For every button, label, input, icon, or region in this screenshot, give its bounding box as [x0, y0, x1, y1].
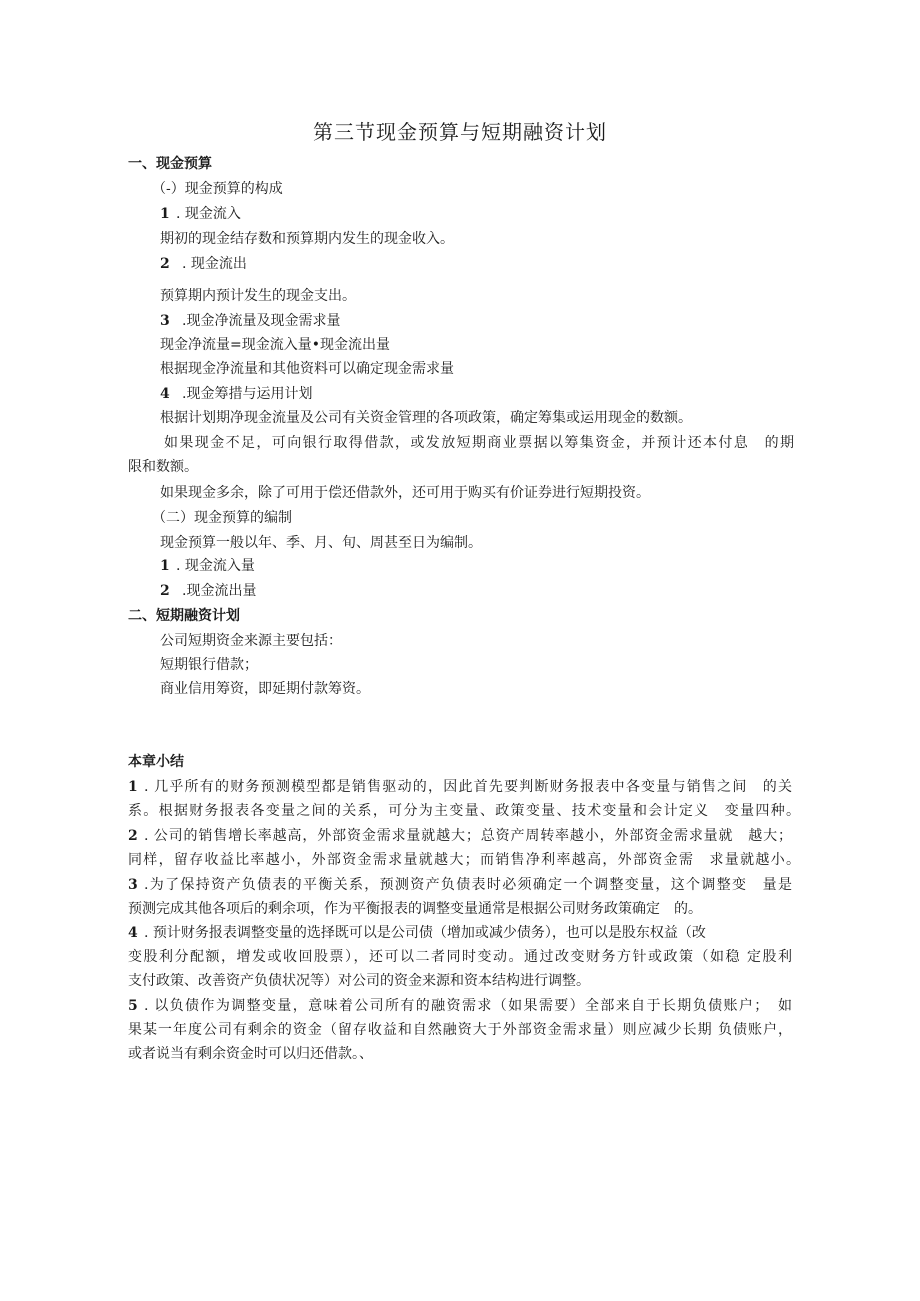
summary-heading: 本章小结 — [128, 754, 184, 770]
paragraph: 根据现金净流量和其他资料可以确定现金需求量 — [160, 361, 454, 377]
item-cash-inflow — [160, 205, 241, 223]
summary-point-4 — [128, 924, 706, 942]
summary-text: 变股利分配额，增发或收回股票），还可以二者同时变动。通过改变财务方针或政策（如稳 定股利 — [128, 949, 792, 965]
item-label: .现金筹措与运用计划 — [182, 386, 313, 402]
item-label: . 现金流入 — [176, 206, 241, 222]
paragraph: 预算期内预计发生的现金支出。 — [160, 288, 356, 304]
summary-point-3 — [128, 876, 792, 894]
summary-text: 预测完成其他各项后的剩余项，作为平衡报表的调整变量通常是根据公司财务政策确定 的。 — [128, 901, 702, 917]
paragraph: 期初的现金结存数和预算期内发生的现金收入。 — [160, 231, 454, 247]
paragraph: 如果现金多余，除了可用于偿还借款外，还可用于购买有价证券进行短期投资。 — [160, 485, 650, 501]
item-number: 3 — [160, 313, 170, 329]
paragraph: 根据计划期净现金流量及公司有关资金管理的各项政策，确定筹集或运用现金的数额。 — [160, 410, 692, 426]
paragraph-continued: 限和数额。 — [128, 459, 198, 475]
summary-text: . 以负债作为调整变量，意味着公司所有的融资需求（如果需要）全部来自于长期负债账户； 如 — [144, 998, 792, 1014]
paragraph: 公司短期资金来源主要包括： — [160, 633, 342, 649]
item-number: 2 — [160, 256, 170, 272]
summary-text: 或者说当有剩余资金时可以归还借款。、 — [128, 1046, 373, 1062]
item-cash-outflow — [160, 255, 247, 273]
item-number: 3 — [128, 877, 138, 893]
item-outflow-amount — [160, 582, 256, 600]
item-number: 2 — [160, 583, 170, 599]
item-label: . 现金流入量 — [176, 558, 255, 574]
summary-text: . 几乎所有的财务预测模型都是销售驱动的，因此首先要判断财务报表中各变量与销售之间 的关 — [144, 779, 792, 795]
summary-point-5 — [128, 997, 792, 1015]
section-2-heading: 二、短期融资计划 — [128, 608, 240, 624]
summary-text: . 公司的销售增长率越高，外部资金需求量就越大；总资产周转率越小，外部资金需求量就 越大； — [144, 828, 792, 844]
summary-text: 同样，留存收益比率越小，外部资金需求量就越大；而销售净利率越高，外部资金需 求量就越小。 — [128, 852, 800, 868]
paragraph: 现金净流量=现金流入量•现金流出量 — [160, 337, 390, 353]
item-financing-plan — [160, 385, 312, 403]
summary-text: .为了保持资产负债表的平衡关系，预测资产负债表时必须确定一个调整变量，这个调整变 量是 — [144, 877, 792, 893]
summary-text: 系。根据财务报表各变量之间的关系，可分为主变量、政策变量、技术变量和会计定义 变量四种。 — [128, 803, 800, 819]
summary-text: 支付政策、改善资产负债状况等）对公司的资金来源和资本结构进行调整。 — [128, 973, 590, 989]
subsection-1-heading: （-）现金预算的构成 — [152, 181, 283, 197]
item-inflow-amount — [160, 557, 255, 575]
item-number: 5 — [128, 998, 138, 1014]
summary-text: 果某一年度公司有剩余的资金（留存收益和自然融资大于外部资金需求量）则应减少长期 负债账户， — [128, 1022, 792, 1038]
summary-point-1 — [128, 778, 792, 796]
page-title: 第三节现金预算与短期融资计划 — [313, 120, 607, 144]
section-1-heading: 一、现金预算 — [128, 156, 212, 172]
item-net-cash-flow — [160, 312, 340, 330]
item-number: 1 — [128, 779, 138, 795]
item-label: . 现金流出 — [182, 256, 247, 272]
paragraph: 商业信用筹资，即延期付款筹资。 — [160, 681, 370, 697]
item-number: 4 — [128, 925, 138, 941]
paragraph: 如果现金不足，可向银行取得借款，或发放短期商业票据以筹集资金，并预计还本付息 的期 — [164, 435, 794, 451]
summary-point-2 — [128, 827, 792, 845]
summary-text: . 预计财务报表调整变量的选择既可以是公司债（增加或减少债务），也可以是股东权益（改 — [144, 925, 706, 941]
paragraph: 现金预算一般以年、季、月、旬、周甚至日为编制。 — [160, 535, 482, 551]
subsection-2-heading: （二）现金预算的编制 — [152, 510, 292, 526]
item-number: 2 — [128, 828, 138, 844]
item-number: 1 — [160, 206, 170, 222]
item-number: 1 — [160, 558, 170, 574]
item-number: 4 — [160, 386, 170, 402]
paragraph: 短期银行借款； — [160, 657, 258, 673]
item-label: .现金净流量及现金需求量 — [182, 313, 341, 329]
item-label: .现金流出量 — [182, 583, 257, 599]
